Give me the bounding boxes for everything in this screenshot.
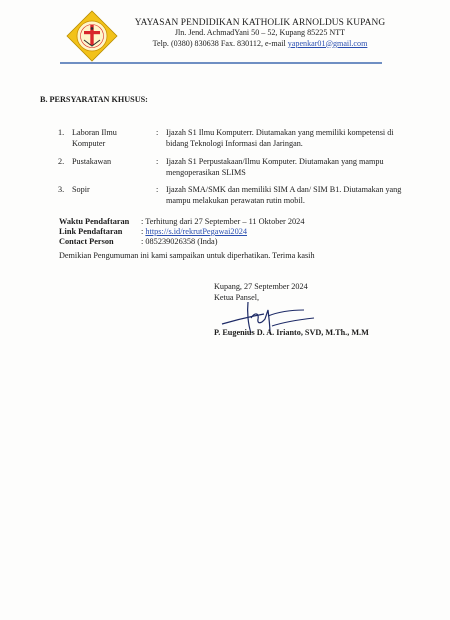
contact-person <box>59 237 218 248</box>
registration-link-url[interactable]: https://s.id/rekrutPegawai2024 <box>145 227 248 236</box>
registration-period-label: Waktu Pendaftaran <box>59 217 130 226</box>
position-name: Laboran Ilmu Komputer <box>72 128 117 148</box>
registration-period <box>59 217 304 228</box>
contact-text: Telp. (0380) 830638 Fax. 830112, e-mail <box>152 38 288 48</box>
letterhead <box>130 18 390 49</box>
colon: : <box>156 185 159 194</box>
email-link[interactable]: yapenkar01@gmail.com <box>287 38 368 48</box>
requirement-text: Ijazah S1 Perpustakaan/Ilmu Komputer. Diutamakan yang mampu mengoperasikan SLIMS <box>166 157 384 177</box>
contact-person-value: : 085239026358 (Inda) <box>141 237 218 246</box>
position-name: Sopir <box>72 185 90 194</box>
requirement-text: Ijazah S1 Ilmu Komputerr. Diutamakan yang memiliki kompetensi di bidang Teknologi Informasi dan Jaringan. <box>166 128 394 148</box>
signer-name: P. Eugenius D. A. Irianto, SVD, M.Th., M.M <box>214 328 369 337</box>
place-date: Kupang, 27 September 2024 <box>214 282 308 291</box>
item-number: 1. <box>58 128 65 137</box>
position-name: Pustakawan <box>72 157 112 166</box>
closing-text: Demikian Pengumuman ini kami sampaikan untuk diperhatikan. Terima kasih <box>59 251 315 260</box>
organization-contact <box>130 39 390 50</box>
organization-address: Jln. Jend. AchmadYani 50 – 52, Kupang 85225 NTT <box>174 28 346 37</box>
organization-name: YAYASAN PENDIDIKAN KATHOLIK ARNOLDUS KUPANG <box>134 18 386 28</box>
item-number: 3. <box>58 185 65 194</box>
requirement-text: Ijazah SMA/SMK dan memiliki SIM A dan/ SIM B1. Diutamakan yang mampu melakukan perawatan rutin mobil. <box>166 185 402 205</box>
foundation-logo <box>66 10 118 62</box>
letterhead-divider <box>60 62 382 64</box>
section-title: B. PERSYARATAN KHUSUS: <box>40 95 148 104</box>
colon: : <box>156 157 159 166</box>
contact-person-label: Contact Person <box>59 237 114 246</box>
item-number: 2. <box>58 157 65 166</box>
signer-role: Ketua Pansel, <box>214 292 260 302</box>
colon: : <box>156 128 159 137</box>
registration-link <box>59 227 247 238</box>
registration-link-label: Link Pendaftaran <box>59 227 123 236</box>
registration-link-colon: : <box>141 227 146 236</box>
registration-period-value: : Terhitung dari 27 September – 11 Oktober 2024 <box>141 217 305 226</box>
